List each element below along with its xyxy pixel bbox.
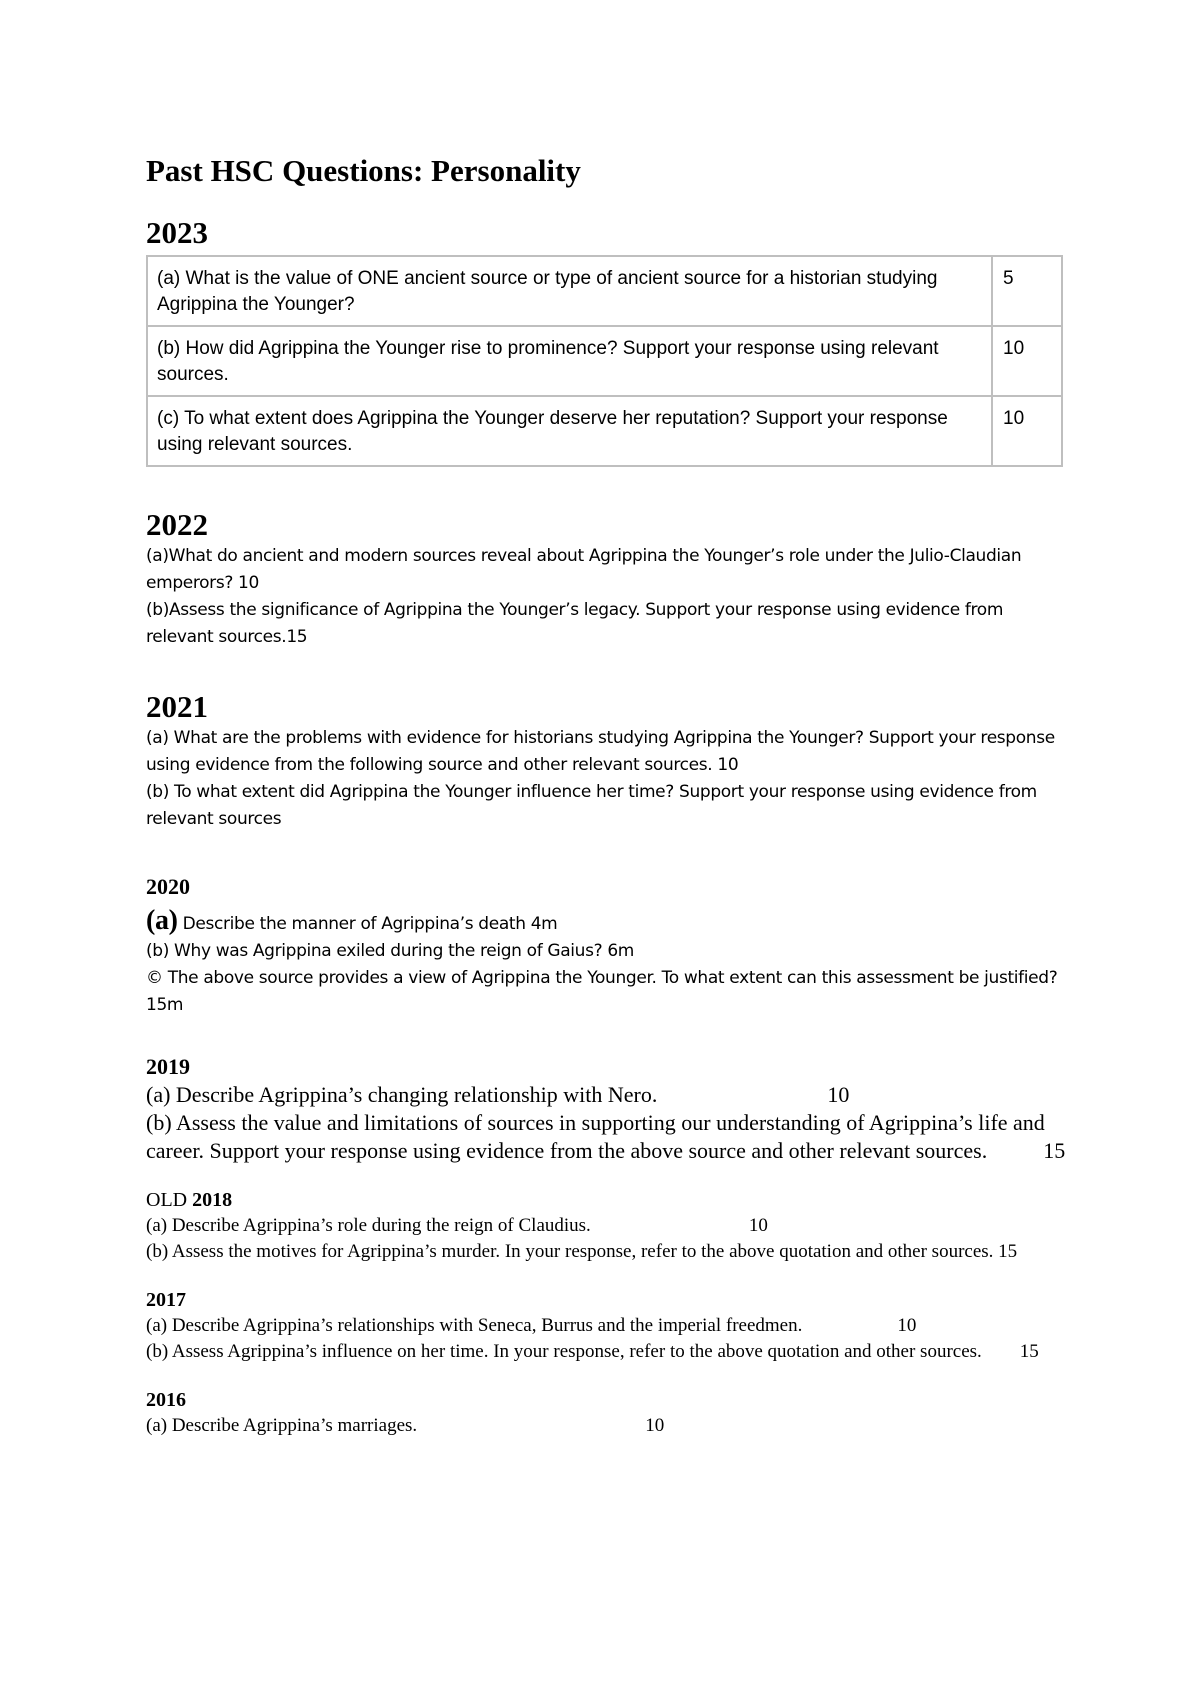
year-heading-2023: 2023 (146, 215, 208, 250)
question-b (146, 1109, 1066, 1165)
table-row (147, 326, 1062, 396)
question-a: (a) What are the problems with evidence for historians studying Agrippina the Younger? Support your response using evidence from the following source and other relevant sources. 10 (146, 728, 1055, 775)
document-page (146, 140, 1066, 1439)
question-a-text: (a) Describe Agrippina’s marriages. (146, 1415, 418, 1436)
page-title: Past HSC Questions: Personality (146, 153, 581, 188)
question-a-text: (a) Describe Agrippina’s changing relationship with Nero. (146, 1082, 658, 1107)
marks-cell: 10 (992, 326, 1062, 396)
question-a (146, 1213, 1066, 1239)
table-row (147, 256, 1062, 326)
question-b: (b) To what extent did Agrippina the Younger influence her time? Support your response using evidence from relevant sources (146, 782, 1037, 829)
year-heading-2022: 2022 (146, 507, 208, 542)
year-heading-2018 (146, 1187, 1066, 1213)
question-a-text: (a) Describe Agrippina’s relationships with Seneca, Burrus and the imperial freedmen. (146, 1315, 803, 1336)
question-b-text: (b) Assess the value and limitations of sources in supporting our understanding of Agrippina’s life and career. Support your response using evidence from the above source and other relevant sources. (146, 1110, 1045, 1163)
questions-table-2023 (146, 255, 1063, 467)
questions-2018 (146, 1213, 1066, 1265)
question-b-marks: 15 (1019, 1341, 1039, 1362)
year-heading-2021: 2021 (146, 689, 208, 724)
year-prefix: OLD (146, 1189, 193, 1211)
year-heading-2020: 2020 (146, 874, 190, 899)
question-a-text: (a) Describe Agrippina’s role during the reign of Claudius. (146, 1215, 591, 1236)
year-number: 2018 (192, 1189, 233, 1211)
question-b: (b) Assess the motives for Agrippina’s murder. In your response, refer to the above quotation and other sources. 15 (146, 1241, 1018, 1262)
questions-2021 (146, 725, 1066, 833)
question-a-marks: 10 (897, 1315, 917, 1336)
question-a-label: (a) (146, 905, 178, 936)
year-heading-2019: 2019 (146, 1054, 190, 1079)
question-a (146, 1413, 1066, 1439)
question-a-marks: 10 (748, 1215, 768, 1236)
question-b: (b) Why was Agrippina exiled during the reign of Gaius? 6m (146, 941, 634, 961)
question-a: (a)What do ancient and modern sources reveal about Agrippina the Younger’s role under the Julio-Claudian emperors? 10 (146, 546, 1022, 593)
questions-2016 (146, 1413, 1066, 1439)
question-b (146, 1339, 1066, 1365)
question-a-text: Describe the manner of Agrippina’s death 4m (182, 914, 558, 934)
question-a-marks: 10 (827, 1082, 850, 1107)
question-b: (b)Assess the significance of Agrippina the Younger’s legacy. Support your response using evidence from relevant sources.15 (146, 600, 1004, 647)
question-a (146, 907, 1066, 938)
table-row (147, 396, 1062, 466)
marks-cell: 10 (992, 396, 1062, 466)
question-a (146, 1081, 1066, 1109)
question-c: © The above source provides a view of Agrippina the Younger. To what extent can this assessment be justified? 15m (146, 968, 1058, 1015)
questions-2017 (146, 1313, 1066, 1365)
question-cell: (b) How did Agrippina the Younger rise to prominence? Support your response using relevant sources. (147, 326, 992, 396)
question-cell: (a) What is the value of ONE ancient source or type of ancient source for a historian studying Agrippina the Younger? (147, 256, 992, 326)
marks-cell: 5 (992, 256, 1062, 326)
question-b-text: (b) Assess Agrippina’s influence on her time. In your response, refer to the above quotation and other sources. (146, 1341, 982, 1362)
question-a-marks: 10 (645, 1415, 665, 1436)
questions-2020 (146, 907, 1066, 1019)
question-a (146, 1313, 1066, 1339)
year-heading-2017: 2017 (146, 1289, 186, 1311)
questions-2022 (146, 543, 1066, 651)
question-b-marks: 15 (1043, 1138, 1066, 1163)
question-cell: (c) To what extent does Agrippina the Younger deserve her reputation? Support your response using relevant sources. (147, 396, 992, 466)
questions-2019 (146, 1081, 1066, 1165)
year-heading-2016: 2016 (146, 1389, 186, 1411)
